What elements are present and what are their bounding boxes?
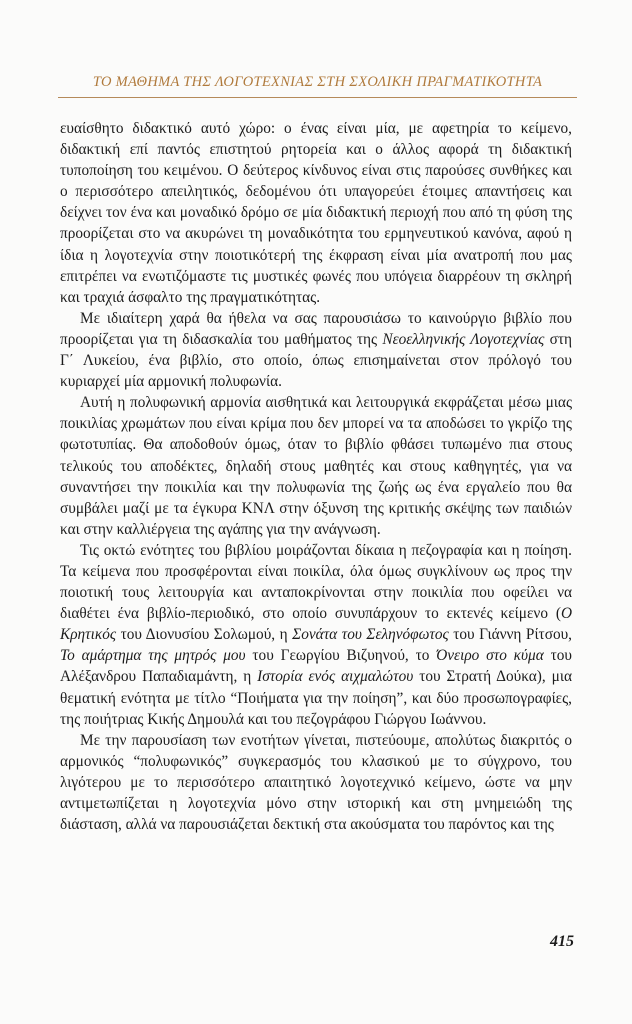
paragraph-4-text-a: Τις οκτώ ενότητες του βιβλίου μοιράζονται δίκαια η πεζογραφία και η ποίηση. Τα κείμενα που προσφέρονται είναι ποικίλα, όλα όμως συγκλίνουν ως προς την ποιοτική τους λειτουργία και ανταποκρίνονται στην ποικιλία που οφείλει να διαθέτει ένα βιβλίο-περιοδικό, στο οποίο συνυπάρχουν το εκτενές κείμενο ( — [60, 541, 572, 623]
paragraph-4-text-c: του Διονυσίου Σολωμού, η — [116, 626, 293, 644]
subject-title: Νεοελληνικής Λογοτεχνίας — [382, 330, 545, 348]
work-title-oneiro: Όνειρο στο κύμα — [436, 647, 544, 665]
body-text — [60, 118, 572, 835]
paragraph-4-text-e: του Γιάννη Ρίτσου, — [448, 626, 572, 644]
paragraph-1: ευαίσθητο διδακτικό αυτό χώρο: ο ένας είναι μία, με αφετηρία το κείμενο, διδακτική επί παντός επιστητού ρητορεία και ο άλλος αφορά τη διδακτική τυποποίηση του κειμένου. Ο δεύτερος κίνδυνος είναι στις παρούσες συνθήκες και ο περισσότερο απειλητικός, δεδομένου ότι υπαγορεύει έτοιμες απαντήσεις και δείχνει τον ένα και μοναδικό δρόμο σε μία διδακτική περιοχή που από τη φύση της προορίζεται στο να ακυρώνει τη μοναδικότητα του ερμηνευτικού κανόνα, αφού η ίδια η λογοτεχνία στην ποιοτικότερή της έκφραση είναι μία ανατροπή που μας επιτρέπει να ενωτιζόμαστε τις μυστικές φωνές που υπόγεια διαρρέουν τη σκληρή και τραχιά άσφαλτο της πραγματικότητας. — [60, 120, 572, 306]
work-title-amartima: Το αμάρτημα της μητρός μου — [60, 647, 246, 665]
paragraph-5: Με την παρουσίαση των ενοτήτων γίνεται, πιστεύουμε, απολύτως διακριτός ο αρμονικός “πολυφωνικός” συγκερασμός του κλασικού με το σύγχρονο, του λιγότερου με το περισσότερο απαιτητικό λογοτεχνικό κείμενο, ώστε να μην αντιμετωπίζεται η λογοτεχνία μόνο στην ιστορική και στη μνημειώδη της διάσταση, αλλά να παρουσιάζεται δεκτική στα ακούσματα του παρόντος και της — [60, 731, 572, 834]
running-head: ΤΟ ΜΑΘΗΜΑ ΤΗΣ ΛΟΓΟΤΕΧΝΙΑΣ ΣΤΗ ΣΧΟΛΙΚΗ ΠΡΑΓΜΑΤΙΚΟΤΗΤΑ — [92, 74, 543, 90]
paragraph-2 — [60, 308, 572, 392]
header-rule — [58, 97, 577, 98]
paragraph-3: Αυτή η πολυφωνική αρμονία αισθητικά και λειτουργικά εκφράζεται μέσω μιας ποικιλίας χρωμάτων που είναι κρίμα που δεν μπορεί να τα αποδώσει το γκρίζο της φωτοτυπίας. Θα αποδοθούν όμως, όταν το βιβλίο φθάσει τυπωμένο πια στους τελικούς του αποδέκτες, δηλαδή στους μαθητές και στους καθηγητές, για να συναντήσει την ποικιλία και την πολυφωνία της ζωής ως ένα εργαλείο που θα συμβάλει μαζί με τα έγκυρα ΚΝΛ στην όξυνση της κριτικής σκέψης των παιδιών και στην καλλιέργεια της αγάπης για την ανάγνωση. — [60, 394, 572, 538]
paragraph-4 — [60, 540, 572, 730]
paragraph-2-text-a: Με ιδιαίτερη χαρά θα ήθελα να σας παρουσιάσω το καινούργιο βιβλίο που προορίζεται για τη διδασκαλία του μαθήματος της — [60, 309, 572, 348]
paragraph-4-text-i: του Αλέξανδρου Παπαδιαμάντη, η — [60, 647, 572, 686]
work-title-sonata: Σονάτα του Σεληνόφωτος — [292, 626, 449, 644]
work-title-istoria: Ιστορία ενός αιχμαλώτου — [257, 668, 414, 686]
paragraph-2-text-c: στη Γ΄ Λυκείου, ένα βιβλίο, στο οποίο, όπως επισημαίνεται στον πρόλογό του κυριαρχεί μία αρμονική πολυφωνία. — [60, 330, 573, 391]
page-number: 415 — [550, 933, 574, 950]
paragraph-4-text-k: του Στρατή Δούκα), μια θεματική ενότητα με τίτλο “Ποιήματα για την ποίηση”, και δύο προσωπογραφίες, της ποιήτριας Κικής Δημουλά και του πεζογράφου Γιώργου Ιωάννου. — [60, 668, 572, 728]
paragraph-4-text-g: του Γεωργίου Βιζυηνού, το — [245, 647, 437, 665]
work-title-kritikos: Ο Κρητικός — [60, 605, 572, 644]
